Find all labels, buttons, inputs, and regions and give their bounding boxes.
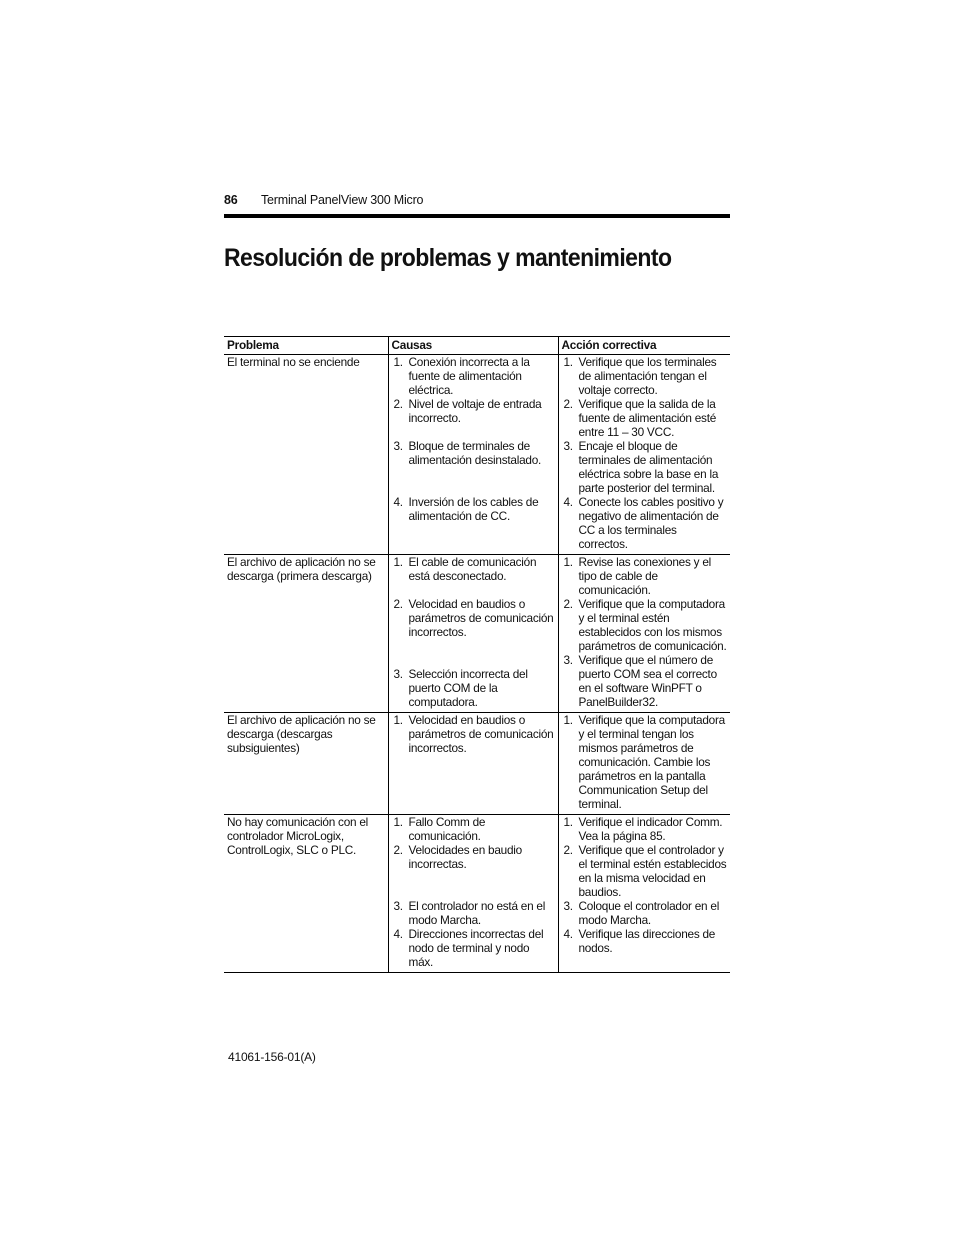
list-item: 4. Direcciones incorrectas del nodo de terminal y nodo máx. bbox=[393, 927, 544, 969]
table-row bbox=[224, 815, 730, 973]
causes-list bbox=[392, 555, 555, 709]
list-item: 3. Selección incorrecta del puerto COM de la computadora. bbox=[393, 667, 528, 709]
list-item: 3. Coloque el controlador en el modo Marcha. bbox=[563, 899, 720, 927]
list-item: 1. Verifique que la computadora y el terminal tengan los mismos parámetros de comunicación. Cambie los parámetros en la pantalla Communication Setup del terminal. bbox=[563, 713, 725, 811]
list-item: 3. Verifique que el número de puerto COM sea el correcto en el software WinPFT o PanelBuilder32. bbox=[563, 653, 717, 709]
table-row bbox=[224, 355, 730, 555]
running-title: Terminal PanelView 300 Micro bbox=[261, 193, 424, 207]
table-header-row bbox=[224, 337, 730, 355]
list-item: 4. Inversión de los cables de alimentación de CC. bbox=[393, 495, 539, 523]
list-item: 2. Nivel de voltaje de entrada incorrecto. bbox=[393, 397, 542, 425]
list-item: 2. Velocidad en baudios o parámetros de comunicación incorrectos. bbox=[393, 597, 554, 639]
list-item: 1. Revise las conexiones y el tipo de cable de comunicación. bbox=[563, 555, 712, 597]
list-item: 1. El cable de comunicación está desconectado. bbox=[393, 555, 537, 583]
action-cell bbox=[558, 815, 730, 973]
header-rule bbox=[224, 214, 730, 218]
list-item: 2. Verifique que el controlador y el terminal estén establecidos en la misma velocidad en baudios. bbox=[563, 843, 727, 899]
list-item: 1. Fallo Comm de comunicación. bbox=[393, 815, 486, 843]
column-header-causes: Causas bbox=[388, 337, 558, 355]
causes-list bbox=[392, 815, 555, 969]
page-title: Resolución de problemas y mantenimiento bbox=[224, 244, 672, 272]
problem-cell: El archivo de aplicación no se descarga (descargas subsiguientes) bbox=[224, 713, 388, 815]
list-item: 2. Verifique que la computadora y el terminal estén establecidos con los mismos parámetros de comunicación. bbox=[563, 597, 727, 653]
causes-cell bbox=[388, 555, 558, 713]
causes-cell bbox=[388, 355, 558, 555]
list-item: 1. Verifique el indicador Comm. Vea la página 85. bbox=[563, 815, 723, 843]
causes-cell bbox=[388, 713, 558, 815]
causes-cell bbox=[388, 815, 558, 973]
list-item: 4. Conecte los cables positivo y negativo de alimentación de CC a los terminales correctos. bbox=[563, 495, 724, 551]
column-header-action: Acción correctiva bbox=[558, 337, 730, 355]
actions-list bbox=[562, 815, 728, 955]
document-number: 41061-156-01(A) bbox=[228, 1050, 316, 1064]
troubleshooting-table bbox=[224, 336, 730, 973]
actions-list bbox=[562, 355, 728, 551]
problem-cell: No hay comunicación con el controlador MicroLogix, ControlLogix, SLC o PLC. bbox=[224, 815, 388, 973]
action-cell bbox=[558, 713, 730, 815]
list-item: 2. Verifique que la salida de la fuente de alimentación esté entre 11 – 30 VCC. bbox=[563, 397, 717, 439]
list-item: 4. Verifique las direcciones de nodos. bbox=[563, 927, 716, 955]
list-item: 1. Velocidad en baudios o parámetros de comunicación incorrectos. bbox=[393, 713, 554, 755]
causes-list bbox=[392, 355, 555, 523]
list-item: 2. Velocidades en baudio incorrectas. bbox=[393, 843, 522, 871]
action-cell bbox=[558, 355, 730, 555]
list-item: 1. Conexión incorrecta a la fuente de alimentación eléctrica. bbox=[393, 355, 530, 397]
list-item: 1. Verifique que los terminales de alimentación tengan el voltaje correcto. bbox=[563, 355, 717, 397]
table-row bbox=[224, 555, 730, 713]
running-header bbox=[224, 193, 423, 207]
page-number: 86 bbox=[224, 193, 238, 207]
problem-cell: El archivo de aplicación no se descarga (primera descarga) bbox=[224, 555, 388, 713]
action-cell bbox=[558, 555, 730, 713]
list-item: 3. Bloque de terminales de alimentación desinstalado. bbox=[393, 439, 542, 467]
column-header-problem: Problema bbox=[224, 337, 388, 355]
list-item: 3. Encaje el bloque de terminales de alimentación eléctrica sobre la base en la parte posterior del terminal. bbox=[563, 439, 719, 495]
list-item: 3. El controlador no está en el modo Marcha. bbox=[393, 899, 546, 927]
causes-list bbox=[392, 713, 555, 755]
actions-list bbox=[562, 555, 728, 709]
problem-cell: El terminal no se enciende bbox=[224, 355, 388, 555]
actions-list bbox=[562, 713, 728, 811]
table-row bbox=[224, 713, 730, 815]
